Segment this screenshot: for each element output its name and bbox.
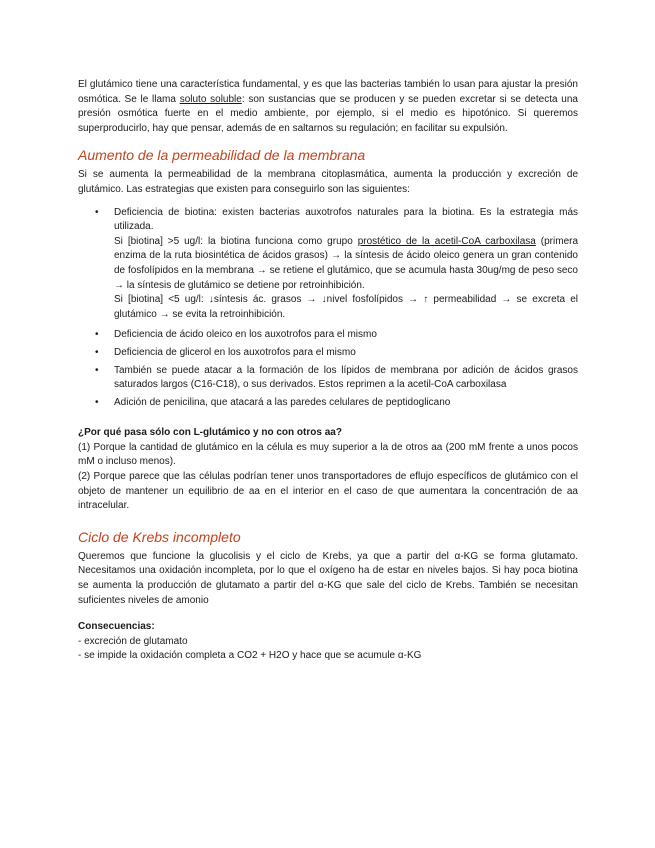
bullet-biotina-high [114,235,578,293]
consequences-block [78,620,578,664]
bullet-biotina-low: Si [biotina] <5 ug/l: ↓síntesis ác. grasos → ↓nivel fosfolípidos → ↑ permeabilidad → se excreta el glutámico → se evita la retroinhibición. [114,294,578,320]
consequence-item-2: - se impide la oxidación completa a CO2 + H2O y hace que se acumule α-KG [78,650,422,662]
biotina-high-term: prostético de la acetil-CoA carboxilasa [357,235,536,247]
question-answer-1: (1) Porque la cantidad de glutámico en la célula es muy superior a la de otros aa (200 mM frente a unos pocos mM o incluso menos). [78,441,578,468]
strategies-list [78,206,578,411]
list-item-biotina [78,206,578,323]
biotina-high-text-1: Si [biotina] >5 ug/l: la biotina funciona como grupo [114,235,358,247]
section-heading-krebs: Ciclo de Krebs incompleto [78,528,241,545]
intro-text-2: : son sustancias que se producen y se pueden excretar si se detecta una presión osmótica fuerte en el medio ambiente, por ejemplo, si el medio es hipotónico. Si queremos superproducirlo, hay que pensar, además de en saltarnos su regulación; en facilitar su expulsión. [78,93,578,134]
section2-paragraph: Queremos que funcione la glucolisis y el ciclo de Krebs, ya que a partir del α-KG se forma glutamato. Necesitamos una oxidación incompleta, por lo que el oxígeno ha de estar en niveles bajos. Si hay poca biotina se aumenta la producción de glutamato a partir del α-KG que sale del ciclo de Krebs. También se necesitan suficientes niveles de amonio [78,550,578,606]
bullet-icon: • [95,364,99,376]
bullet-biotina-main: Deficiencia de biotina: existen bacterias auxotrofos naturales para la biotina. Es la estrategia más utilizada. [114,206,578,233]
question-block [78,426,578,514]
bullet-icon: • [95,396,99,408]
bullet-icon: • [95,346,99,358]
bullet-oleico-text: Deficiencia de ácido oleico en los auxotrofos para el mismo [114,329,377,341]
list-item-acidos-grasos [78,364,578,393]
intro-text-1: El glutámico tiene una característica fundamental, y es que las bacterias también lo usan para ajustar la presión osmótica. Se le llama [78,79,578,105]
question-answer-2: (2) Porque parece que las células podrían tener unos transportadores de eflujo específicos de glutámico con el objeto de mantener un equilibrio de aa en el interior en el caso de que aumentara la concentración de aa intracelular. [78,471,578,512]
intro-term-soluto-soluble: soluto soluble [179,93,242,105]
bullet-icon: • [95,329,99,341]
document-page [78,78,578,664]
section-heading-permeabilidad: Aumento de la permeabilidad de la membrana [78,147,366,164]
bullet-penicilina-text: Adición de penicilina, que atacará a las paredes celulares de peptidoglicano [114,396,451,408]
question-title: ¿Por qué pasa sólo con L-glutámico y no con otros aa? [78,427,342,439]
bullet-glicerol-text: Deficiencia de glicerol en los auxotrofos para el mismo [114,346,356,358]
consequence-item-1: - excreción de glutamato [78,635,188,647]
bullet-acidos-grasos-text: También se puede atacar a la formación de los lípidos de membrana por adición de ácidos grasos saturados largos (C16-C18), o sus derivados. Estos reprimen a la acetil-CoA carboxilasa [114,364,578,391]
list-item-penicilina [78,396,578,411]
list-item-glicerol [78,346,578,361]
consequences-title: Consecuencias: [78,621,155,633]
list-item-oleico [78,328,578,343]
intro-paragraph [78,78,578,136]
bullet-icon: • [95,206,99,218]
section1-lead: Si se aumenta la permeabilidad de la membrana citoplasmática, aumenta la producción y excreción de glutámico. Las estrategias que existen para conseguirlo son las siguientes: [78,169,578,195]
biotina-high-text-2: (primera enzima de la ruta biosintética de ácidos grasos) → la síntesis de ácido oleico genera un gran contenido de fosfolípidos en la membrana → se retiene el glutámico, que se acumula hasta 30ug/mg de peso seco → la síntesis de glutámico se detiene por retroinhibición. [114,235,579,291]
